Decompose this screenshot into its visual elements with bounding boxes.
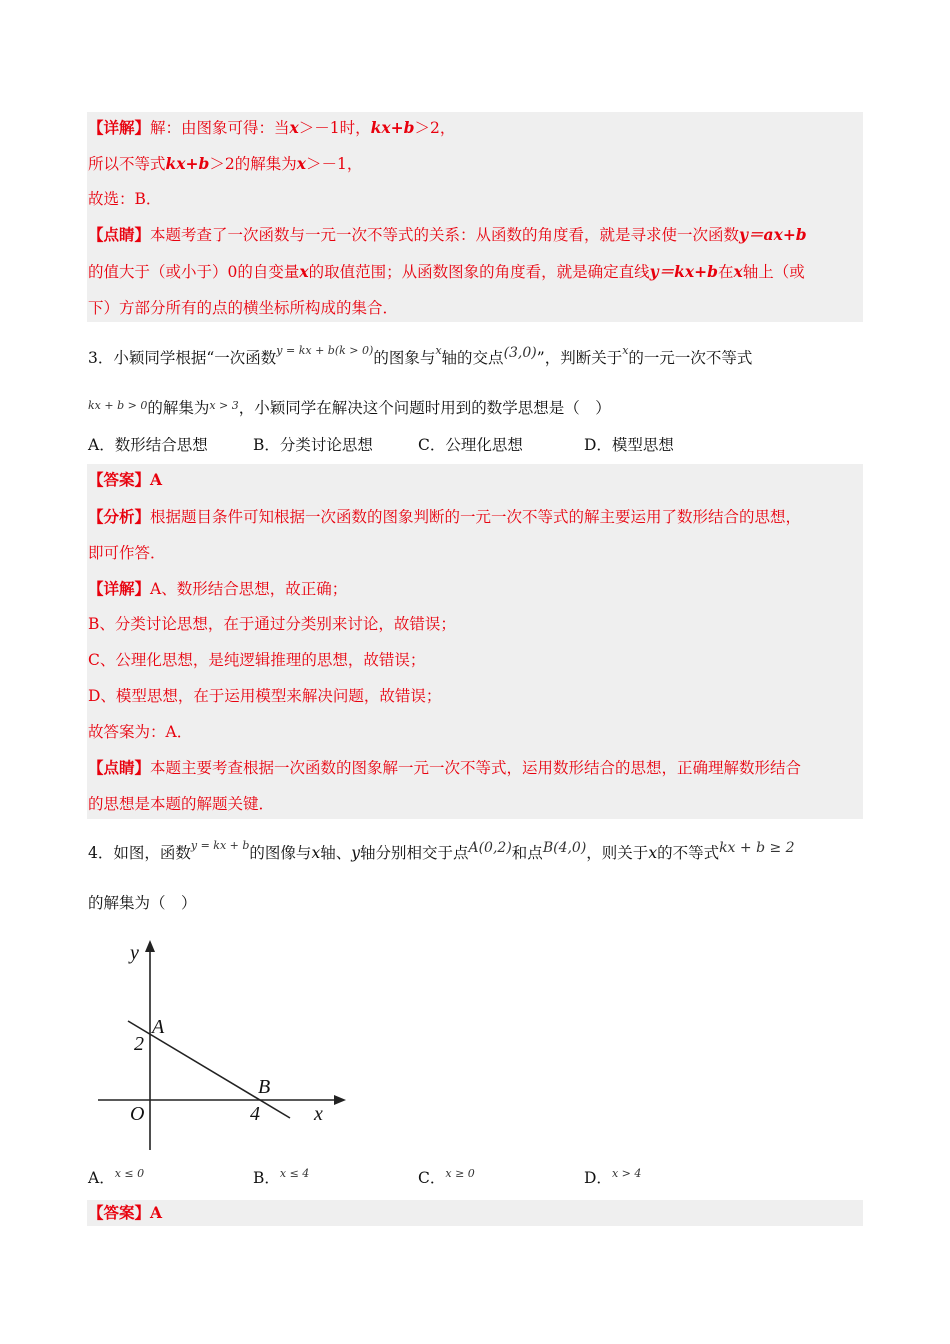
q4-stem-line1: 4．如图，函数$^{y = kx + b}$的图像与x轴、y轴分别相交于点A(0,2)和点B(4,0)，则关于x的不等式kx + b ≥ 2 bbox=[88, 839, 795, 862]
q3-detail-line2: B、分类讨论思想，在于通过分类别来讨论，故错误； bbox=[88, 615, 456, 633]
q4-stem-line2: 的解集为（ ） bbox=[88, 894, 197, 912]
y-axis-arrow bbox=[145, 940, 155, 952]
q3-detail-line1: 【详解】A、数形结合思想，故正确； bbox=[88, 579, 348, 598]
q2-detail-line3: 故选：B． bbox=[88, 190, 162, 208]
q4-option-d: D．$^{x > 4}$ bbox=[584, 1167, 642, 1187]
q4-answer-block bbox=[87, 1200, 863, 1226]
q2-comment-line3: 下）方部分所有的点的横坐标所构成的集合． bbox=[88, 299, 399, 317]
x-axis-arrow bbox=[334, 1095, 346, 1105]
q3-answer: 【答案】A bbox=[88, 470, 163, 489]
q4-option-a: A．$^{x \le 0}$ bbox=[88, 1167, 145, 1187]
q2-analysis-block bbox=[87, 112, 863, 322]
q3-option-a: A．数形结合思想 bbox=[88, 436, 208, 454]
q3-detail-line5: 故答案为：A． bbox=[88, 723, 193, 741]
y-tick-2: 2 bbox=[134, 1033, 144, 1055]
q3-comment-line2: 的思想是本题的解题关键． bbox=[88, 795, 275, 813]
x-tick-4: 4 bbox=[250, 1103, 260, 1125]
point-a-label: A bbox=[152, 1016, 165, 1038]
y-axis-label: y bbox=[130, 942, 139, 964]
q3-stem-line2: $^{kx + b > 0}$的解集为$^{x > 3}$，小颖同学在解决这个问题时用到的数学思想是（ ） bbox=[88, 399, 611, 417]
q4-graph bbox=[90, 935, 360, 1155]
q3-option-d: D．模型思想 bbox=[584, 436, 674, 454]
q4-answer: 【答案】A bbox=[88, 1203, 163, 1222]
q3-comment-line1: 【点睛】本题主要考查根据一次函数的图象解一元一次不等式，运用数形结合的思想，正确理解数形结合 bbox=[88, 758, 802, 777]
q3-detail-line3: C、公理化思想，是纯逻辑推理的思想，故错误； bbox=[88, 651, 426, 669]
q3-analysis-line2: 即可作答． bbox=[88, 544, 166, 562]
q4-option-c: C．$^{x \ge 0}$ bbox=[418, 1167, 475, 1187]
q3-detail-line4: D、模型思想，在于运用模型来解决问题，故错误； bbox=[88, 687, 442, 705]
q3-stem-line1: 3．小颖同学根据“一次函数$^{y = kx + b(k > 0)}$的图象与$^x$轴的交点(3,0)”，判断关于$^x$的一元一次不等式 bbox=[88, 344, 753, 367]
origin-label: O bbox=[130, 1103, 145, 1125]
q2-comment-line1: 【点睛】本题考查了一次函数与一元一次不等式的关系：从函数的角度看，就是寻求使一次函数y＝ax+b bbox=[88, 225, 807, 244]
q2-comment-line2: 的值大于（或小于）0的自变量x的取值范围；从函数图象的角度看，就是确定直线y＝kx+b在x轴上（或 bbox=[88, 262, 805, 281]
q2-detail-line1: 【详解】解：由图象可得：当x＞－1时，kx+b＞2， bbox=[88, 118, 456, 137]
q4-option-b: B．$^{x \le 4}$ bbox=[253, 1167, 310, 1187]
q3-analysis-line1: 【分析】根据题目条件可知根据一次函数的图象判断的一元一次不等式的解主要运用了数形结合的思想， bbox=[88, 507, 802, 526]
q2-detail-line2: 所以不等式kx+b＞2的解集为x＞－1， bbox=[88, 154, 363, 173]
point-b-label: B bbox=[258, 1076, 271, 1098]
x-axis-label: x bbox=[314, 1103, 323, 1125]
q3-option-b: B．分类讨论思想 bbox=[253, 436, 373, 454]
q3-option-c: C．公理化思想 bbox=[418, 436, 523, 454]
